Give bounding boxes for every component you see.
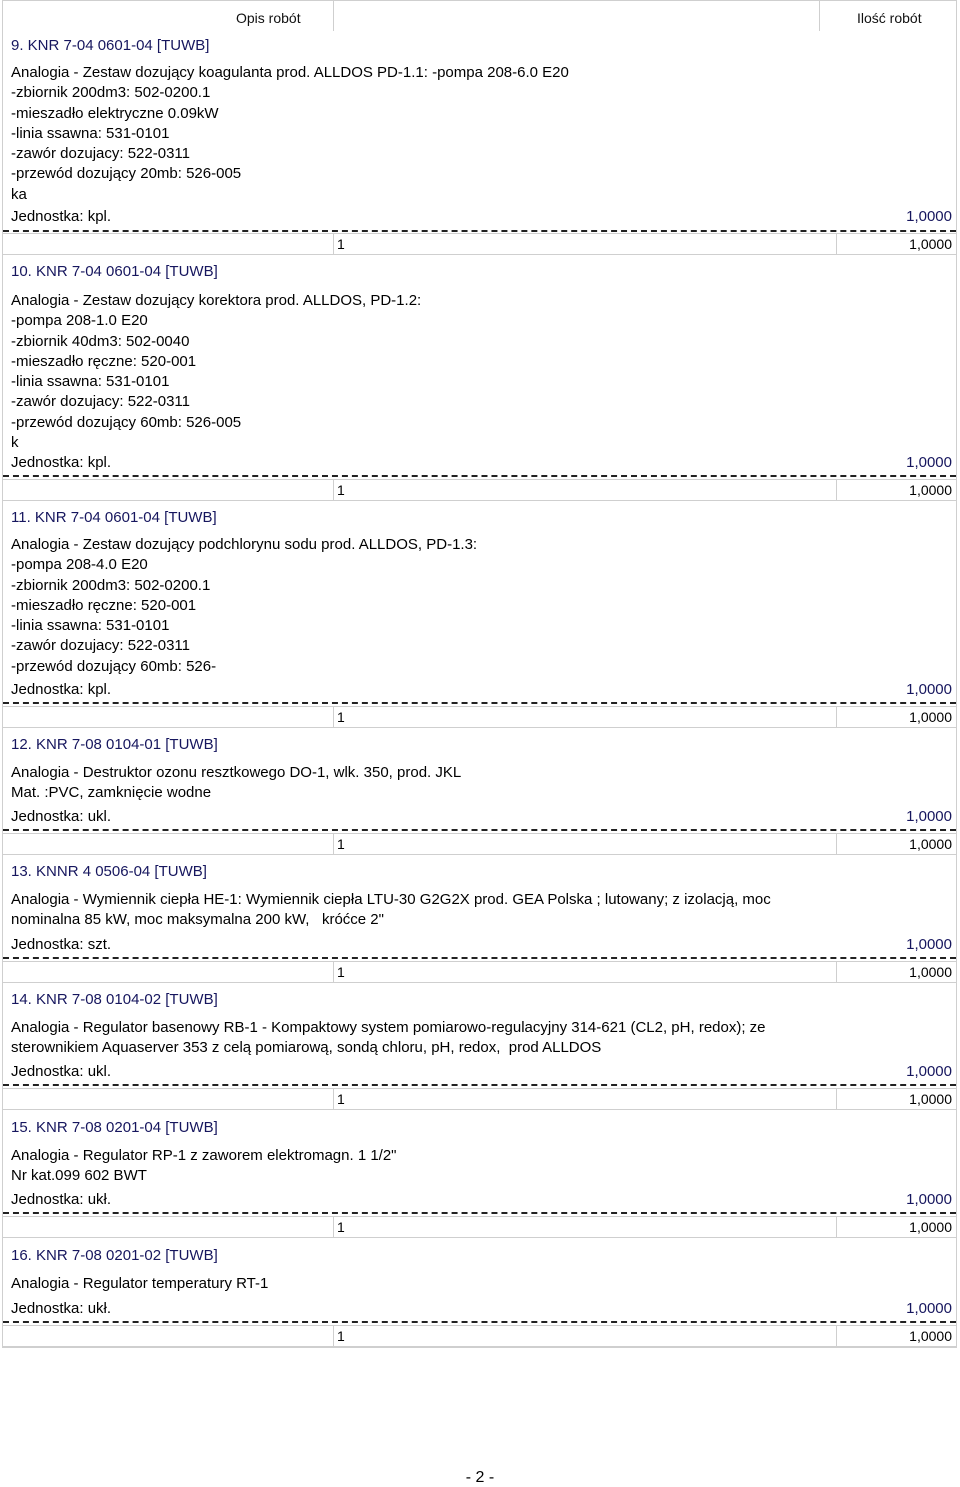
cell-separator <box>836 1089 837 1109</box>
item-unit-value: 1,0000 <box>906 936 952 953</box>
item-quantity-total: 1,0000 <box>909 1328 952 1344</box>
item-dashed-separator <box>3 957 956 959</box>
item-quantity-row <box>3 233 956 255</box>
item-description: Analogia - Zestaw dozujący podchlorynu sodu prod. ALLDOS, PD-1.3: -pompa 208-4.0 E20 -zbiornik 200dm3: 502-0200.1 -mieszadło ręczne: 520-001 -linia ssawna: 531-0101 -zawór dozujacy: 522-0311 -przewód dozujący 60mb: 526- <box>11 536 478 675</box>
cell-separator <box>333 834 334 854</box>
item-quantity: 1 <box>337 964 345 980</box>
item-unit-value: 1,0000 <box>906 681 952 698</box>
cell-separator <box>836 234 837 254</box>
item-unit-label: Jednostka: ukł. <box>11 1300 112 1317</box>
cell-separator <box>333 1217 334 1237</box>
item-description: Analogia - Zestaw dozujący koagulanta prod. ALLDOS PD-1.1: -pompa 208-6.0 E20 -zbiornik 200dm3: 502-0200.1 -mieszadło elektryczne 0.09kW -linia ssawna: 531-0101 -zawór dozujacy: 522-0311 -przewód dozujący 20mb: 526-005 ka <box>11 64 569 203</box>
item-unit-label: Jednostka: kpl. <box>11 454 112 471</box>
cell-separator <box>333 234 334 254</box>
header-column-separator-left <box>333 1 334 31</box>
item-dashed-separator <box>3 475 956 477</box>
item-quantity-total: 1,0000 <box>909 709 952 725</box>
item-quantity-row <box>3 706 956 728</box>
item-quantity: 1 <box>337 482 345 498</box>
item-quantity-row <box>3 961 956 983</box>
item-quantity-total: 1,0000 <box>909 964 952 980</box>
cell-separator <box>333 480 334 500</box>
item-dashed-separator <box>3 1084 956 1086</box>
item-code: 12. KNR 7-08 0104-01 [TUWB] <box>11 736 218 753</box>
item-quantity: 1 <box>337 1091 345 1107</box>
cell-separator <box>333 707 334 727</box>
item-unit-label: Jednostka: kpl. <box>11 681 112 698</box>
item-quantity-total: 1,0000 <box>909 1219 952 1235</box>
estimate-page <box>2 0 957 1348</box>
item-description: Analogia - Regulator RP-1 z zaworem elektromagn. 1 1/2" Nr kat.099 602 BWT <box>11 1147 397 1185</box>
item-quantity-total: 1,0000 <box>909 236 952 252</box>
header-opis-robot: Opis robót <box>236 10 301 26</box>
item-quantity-row <box>3 1216 956 1238</box>
cell-separator <box>836 1217 837 1237</box>
item-unit-label: Jednostka: ukl. <box>11 808 112 825</box>
cell-separator <box>836 962 837 982</box>
item-code: 9. KNR 7-04 0601-04 [TUWB] <box>11 37 210 54</box>
item-unit-label: Jednostka: kpl. <box>11 208 112 225</box>
item-description: Analogia - Regulator temperatury RT-1 <box>11 1275 269 1292</box>
item-code: 11. KNR 7-04 0601-04 [TUWB] <box>11 509 217 526</box>
cell-separator <box>836 707 837 727</box>
item-unit-value: 1,0000 <box>906 454 952 471</box>
item-quantity: 1 <box>337 236 345 252</box>
item-description: Analogia - Regulator basenowy RB-1 - Kompaktowy system pomiarowo-regulacyjny 314-621 (CL2, pH, redox); ze sterownikiem Aquaserver 353 z celą pomiarową, sondą chloru, pH, redox, prod ALLDOS <box>11 1019 766 1057</box>
item-dashed-separator <box>3 1321 956 1323</box>
item-quantity: 1 <box>337 836 345 852</box>
page-number: - 2 - <box>465 1469 495 1486</box>
item-quantity: 1 <box>337 709 345 725</box>
item-dashed-separator <box>3 230 956 232</box>
item-unit-value: 1,0000 <box>906 1300 952 1317</box>
header-ilosc-robot: Ilość robót <box>857 10 922 26</box>
item-unit-label: Jednostka: ukł. <box>11 1191 112 1208</box>
cell-separator <box>836 480 837 500</box>
item-code: 16. KNR 7-08 0201-02 [TUWB] <box>11 1247 218 1264</box>
item-code: 10. KNR 7-04 0601-04 [TUWB] <box>11 263 218 280</box>
item-code: 14. KNR 7-08 0104-02 [TUWB] <box>11 991 218 1008</box>
cell-separator <box>333 1326 334 1346</box>
item-description: Analogia - Destruktor ozonu resztkowego DO-1, wlk. 350, prod. JKL Mat. :PVC, zamknięcie wodne <box>11 764 462 802</box>
cell-separator <box>836 834 837 854</box>
item-code: 15. KNR 7-08 0201-04 [TUWB] <box>11 1119 218 1136</box>
item-unit-label: Jednostka: ukl. <box>11 1063 112 1080</box>
cell-separator <box>333 962 334 982</box>
cell-separator <box>836 1326 837 1346</box>
item-unit-value: 1,0000 <box>906 1191 952 1208</box>
item-quantity-total: 1,0000 <box>909 1091 952 1107</box>
item-unit-label: Jednostka: szt. <box>11 936 112 953</box>
item-quantity-total: 1,0000 <box>909 836 952 852</box>
item-quantity-row <box>3 1325 956 1347</box>
item-quantity-total: 1,0000 <box>909 482 952 498</box>
item-code: 13. KNNR 4 0506-04 [TUWB] <box>11 863 207 880</box>
item-description: Analogia - Wymiennik ciepła HE-1: Wymiennik ciepła LTU-30 G2G2X prod. GEA Polska ; lutowany; z izolacją, moc nominalna 85 kW, moc maksymalna 200 kW, króćce 2" <box>11 891 771 929</box>
item-unit-value: 1,0000 <box>906 808 952 825</box>
item-quantity-row <box>3 833 956 855</box>
item-quantity-row <box>3 479 956 501</box>
item-description: Analogia - Zestaw dozujący korektora prod. ALLDOS, PD-1.2: -pompa 208-1.0 E20 -zbiornik 40dm3: 502-0040 -mieszadło ręczne: 520-001 -linia ssawna: 531-0101 -zawór dozujacy: 522-0311 -przewód dozujący 60mb: 526-005 k <box>11 292 422 452</box>
item-unit-value: 1,0000 <box>906 208 952 225</box>
item-dashed-separator <box>3 702 956 704</box>
item-unit-value: 1,0000 <box>906 1063 952 1080</box>
item-quantity: 1 <box>337 1219 345 1235</box>
item-quantity-row <box>3 1088 956 1110</box>
cell-separator <box>333 1089 334 1109</box>
item-dashed-separator <box>3 1212 956 1214</box>
header-column-separator-right <box>819 1 820 31</box>
item-dashed-separator <box>3 829 956 831</box>
item-quantity: 1 <box>337 1328 345 1344</box>
